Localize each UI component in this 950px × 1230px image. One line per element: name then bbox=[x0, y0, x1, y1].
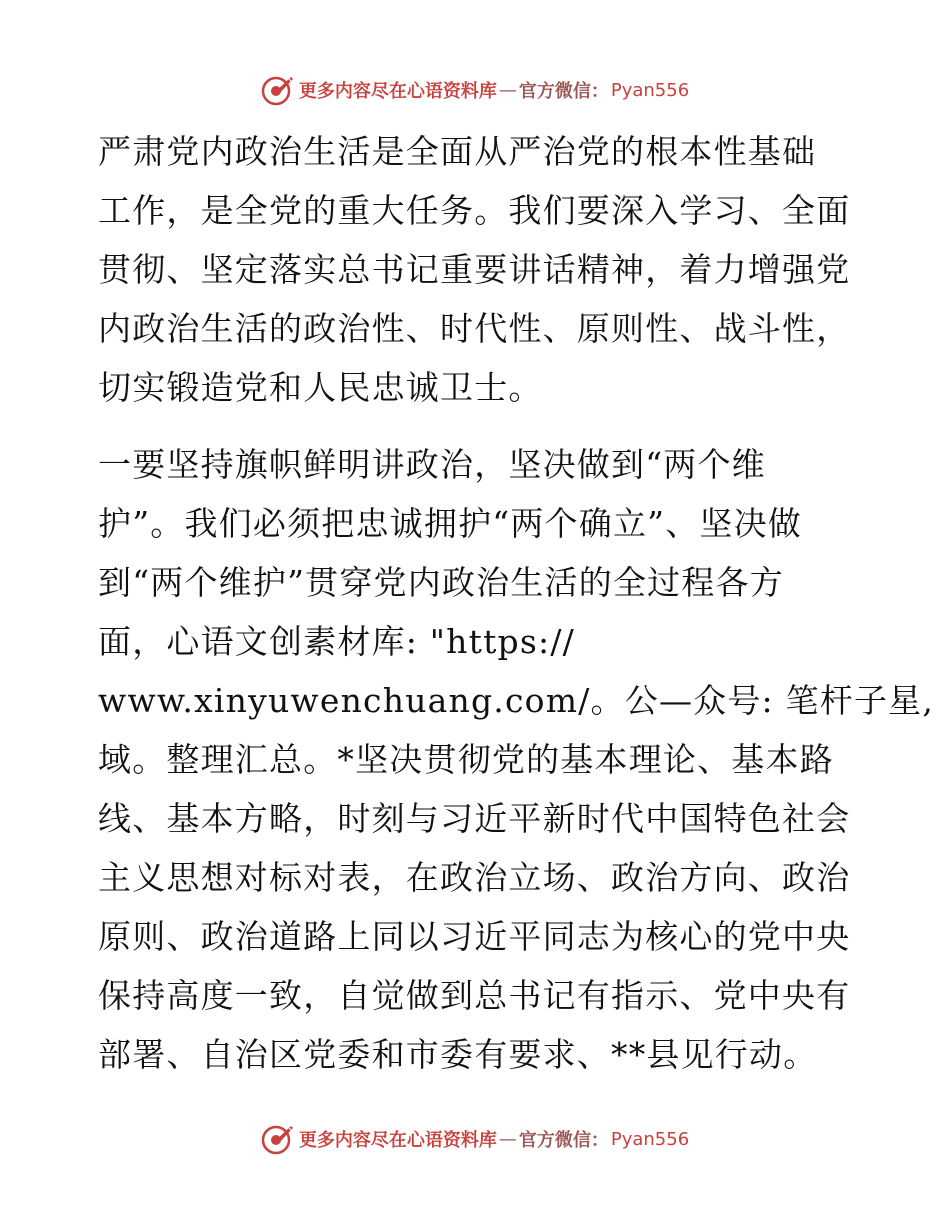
watermark-wechat-id: Pyan556 bbox=[610, 79, 690, 101]
text-line: 切实锻造党和人民忠诚卫士。 bbox=[98, 368, 543, 407]
watermark-main-text: 更多内容尽在心语资料库 bbox=[298, 1130, 497, 1151]
text-line: 面，心语文创素材库: "https:// bbox=[98, 622, 575, 661]
paragraph-1 bbox=[98, 122, 853, 417]
text-line: 线、基本方略，时刻与习近平新时代中国特色社会 bbox=[98, 799, 851, 838]
text-line: 主义思想对标对表，在政治立场、政治方向、政治 bbox=[98, 858, 851, 897]
text-line: 到“两个维护”贯穿党内政治生活的全过程各方 bbox=[98, 563, 784, 602]
text-line: 原则、政治道路上同以习近平同志为核心的党中央 bbox=[98, 917, 851, 956]
text-line: 部署、自治区党委和市委有要求、**县见行动。 bbox=[98, 1035, 818, 1074]
watermark-wechat-label: 官方微信： bbox=[518, 81, 609, 102]
text-line: 一要坚持旗帜鲜明讲政治，坚决做到“两个维 bbox=[98, 445, 766, 484]
document-body bbox=[98, 122, 935, 1084]
text-line: 贯彻、坚定落实总书记重要讲话精神，着力增强党 bbox=[98, 250, 851, 289]
footer-watermark bbox=[0, 1119, 950, 1159]
pen-logo-icon bbox=[261, 1122, 295, 1156]
header-watermark bbox=[0, 70, 950, 110]
watermark-wechat-label: 官方微信： bbox=[518, 1130, 609, 1151]
watermark-dash: — bbox=[498, 1128, 517, 1150]
text-line: www.xinyuwenchuang.com/。公—众号: 笔杆子星, bbox=[98, 681, 935, 720]
watermark-dash: — bbox=[498, 79, 517, 101]
paragraph-gap bbox=[98, 417, 853, 435]
text-line: 域。整理汇总。*坚决贯彻党的基本理论、基本路 bbox=[98, 740, 834, 779]
pen-logo-icon bbox=[261, 73, 295, 107]
text-line: 保持高度一致，自觉做到总书记有指示、党中央有 bbox=[98, 976, 851, 1015]
text-line: 工作，是全党的重大任务。我们要深入学习、全面 bbox=[98, 191, 851, 230]
watermark-main-text: 更多内容尽在心语资料库 bbox=[298, 81, 497, 102]
text-line: 护”。我们必须把忠诚拥护“两个确立”、坚决做 bbox=[98, 504, 803, 543]
paragraph-2 bbox=[98, 435, 935, 1084]
watermark-wechat-id: Pyan556 bbox=[610, 1128, 690, 1150]
text-line: 严肃党内政治生活是全面从严治党的根本性基础 bbox=[98, 132, 817, 171]
text-line: 内政治生活的政治性、时代性、原则性、战斗性， bbox=[98, 309, 851, 348]
